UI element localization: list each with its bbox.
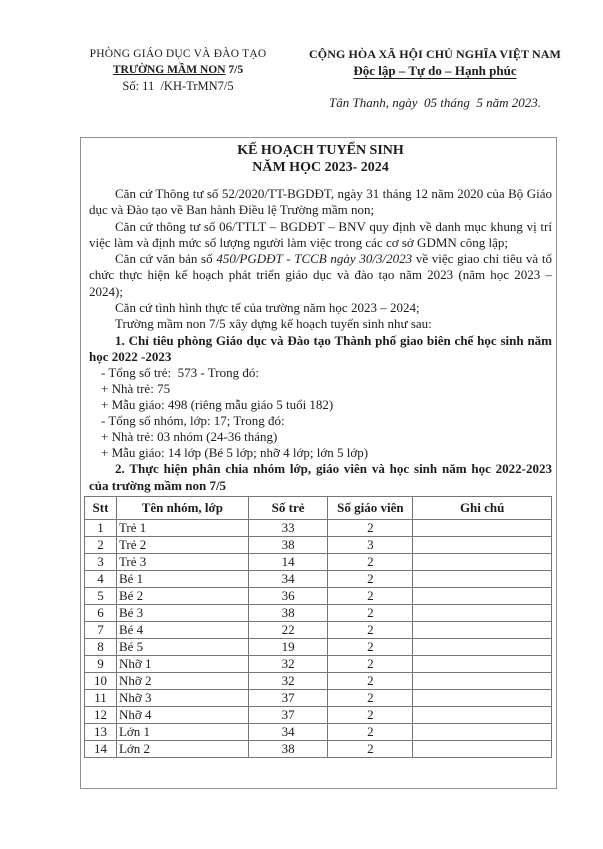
enrollment-table [84, 496, 552, 758]
section-1-items [89, 365, 552, 461]
parent-org-name: PHÒNG GIÁO DỤC VÀ ĐÀO TẠO [89, 48, 267, 60]
legal-basis-paragraph-2: Căn cứ thông tư số 06/TTLT – BGDĐT – BNV quy định về danh mục khung vị trí việc làm và định mức số lượng người làm việc trong các cơ sở GDMN công lập; [89, 218, 552, 250]
table-cell-children: 32 [248, 655, 328, 672]
table-row [85, 519, 552, 536]
table-cell-teachers: 2 [328, 723, 413, 740]
national-motto-line: Độc lập – Tự do – Hạnh phúc [353, 63, 517, 78]
table-row [85, 689, 552, 706]
table-cell-children: 37 [248, 689, 328, 706]
table-cell-children: 22 [248, 621, 328, 638]
list-item: - Tổng số trẻ: 573 - Trong đó: [101, 365, 259, 381]
table-cell-teachers: 2 [328, 570, 413, 587]
table-cell-note [413, 672, 552, 689]
enrollment-table-body [85, 519, 552, 757]
table-cell-stt: 10 [85, 672, 117, 689]
table-cell-note [413, 689, 552, 706]
section-2-heading: 2. Thực hiện phân chia nhóm lớp, giáo viên và học sinh năm học 2022-2023 của trường mầm non 7/5 [89, 461, 552, 493]
table-row [85, 536, 552, 553]
table-cell-children: 38 [248, 604, 328, 621]
table-cell-teachers: 2 [328, 587, 413, 604]
school-name-underlined: TRƯỜNG MẦM NON [112, 64, 226, 76]
table-cell-children: 38 [248, 536, 328, 553]
table-row [85, 740, 552, 757]
enrollment-table-header [85, 496, 552, 519]
document-title-line2: NĂM HỌC 2023- 2024 [252, 160, 389, 175]
header-cell-children-count: Số trẻ [248, 496, 328, 519]
table-cell-name: Nhỡ 3 [116, 689, 248, 706]
list-item: + Nhà trẻ: 75 [101, 381, 171, 397]
table-cell-children: 32 [248, 672, 328, 689]
document-frame [80, 137, 557, 789]
list-item: - Tổng số nhóm, lớp: 17; Trong đó: [101, 413, 285, 429]
table-cell-teachers: 2 [328, 655, 413, 672]
legal-basis-paragraph-3-reference: 450/PGDĐT - TCCB ngày 30/3/2023 [216, 251, 413, 267]
table-cell-teachers: 2 [328, 638, 413, 655]
section-1-heading: 1. Chỉ tiêu phòng Giáo dục và Đào tạo Thành phố giao biên chế học sinh năm học 2022 -2023 [89, 332, 552, 364]
table-cell-note [413, 604, 552, 621]
table-cell-name: Trẻ 3 [116, 553, 248, 570]
table-row [85, 655, 552, 672]
table-cell-name: Bé 3 [116, 604, 248, 621]
table-cell-name: Bé 5 [116, 638, 248, 655]
national-name-line: CỘNG HÒA XÃ HỘI CHỦ NGHĨA VIỆT NAM [309, 47, 561, 61]
table-header-row [85, 496, 552, 519]
header-cell-group-name: Tên nhóm, lớp [116, 496, 248, 519]
table-cell-teachers: 2 [328, 740, 413, 757]
table-cell-name: Nhỡ 4 [116, 706, 248, 723]
document-number: Số: 11 /KH-TrMN7/5 [122, 79, 234, 93]
table-cell-children: 14 [248, 553, 328, 570]
table-cell-note [413, 706, 552, 723]
document-title-line1: KẾ HOẠCH TUYỂN SINH [237, 143, 404, 158]
table-cell-stt: 7 [85, 621, 117, 638]
list-item: + Mẫu giáo: 14 lớp (Bé 5 lớp; nhỡ 4 lớp; lớn 5 lớp) [101, 445, 369, 461]
table-cell-teachers: 2 [328, 621, 413, 638]
table-row [85, 638, 552, 655]
table-cell-teachers: 3 [328, 536, 413, 553]
table-cell-teachers: 2 [328, 553, 413, 570]
legal-basis-paragraph-3 [89, 251, 552, 300]
table-cell-note [413, 570, 552, 587]
table-cell-name: Trẻ 2 [116, 536, 248, 553]
table-cell-teachers: 2 [328, 604, 413, 621]
document-title [89, 142, 552, 176]
legal-basis-paragraph-3-suffix: về việc giao chỉ tiêu và tổ chức thực hiện kế hoạch phát triển giáo dục và đào tạo năm 2023 (năm học 2023 – 2024); [89, 251, 553, 299]
table-row [85, 706, 552, 723]
table-row [85, 621, 552, 638]
national-header-block [288, 46, 582, 111]
school-name-suffix: 7/5 [225, 64, 244, 76]
header-cell-teacher-count: Số giáo viên [328, 496, 413, 519]
table-cell-stt: 1 [85, 519, 117, 536]
table-cell-name: Lớn 2 [116, 740, 248, 757]
table-cell-name: Bé 2 [116, 587, 248, 604]
table-cell-stt: 14 [85, 740, 117, 757]
document-body [89, 186, 552, 758]
table-cell-stt: 3 [85, 553, 117, 570]
table-cell-stt: 2 [85, 536, 117, 553]
table-cell-children: 19 [248, 638, 328, 655]
table-cell-name: Lớn 1 [116, 723, 248, 740]
table-cell-stt: 9 [85, 655, 117, 672]
table-row [85, 587, 552, 604]
issuing-authority-block [60, 46, 296, 94]
table-cell-note [413, 655, 552, 672]
list-item: + Mẫu giáo: 498 (riêng mẫu giáo 5 tuổi 182) [101, 397, 334, 413]
table-cell-name: Nhỡ 2 [116, 672, 248, 689]
legal-basis-paragraph-3-prefix: Căn cứ văn bản số [115, 251, 217, 267]
legal-basis-paragraph-1: Căn cứ Thông tư số 52/2020/TT-BGDĐT, ngày 31 tháng 12 năm 2020 của Bộ Giáo dục và Đào tạo về Ban hành Điều lệ Trường mầm non; [89, 186, 552, 218]
table-cell-note [413, 519, 552, 536]
table-cell-children: 34 [248, 570, 328, 587]
table-cell-teachers: 2 [328, 519, 413, 536]
table-cell-name: Bé 4 [116, 621, 248, 638]
table-cell-children: 36 [248, 587, 328, 604]
table-cell-note [413, 723, 552, 740]
table-cell-note [413, 553, 552, 570]
table-cell-name: Bé 1 [116, 570, 248, 587]
table-cell-name: Trẻ 1 [116, 519, 248, 536]
table-cell-teachers: 2 [328, 672, 413, 689]
table-cell-children: 37 [248, 706, 328, 723]
legal-basis-paragraph-4: Căn cứ tình hình thực tế của trường năm học 2023 – 2024; [115, 300, 420, 316]
table-cell-note [413, 536, 552, 553]
table-cell-stt: 4 [85, 570, 117, 587]
table-cell-note [413, 740, 552, 757]
school-name [60, 62, 296, 78]
table-cell-children: 34 [248, 723, 328, 740]
table-row [85, 672, 552, 689]
header-cell-stt: Stt [85, 496, 117, 519]
table-cell-stt: 12 [85, 706, 117, 723]
table-cell-stt: 8 [85, 638, 117, 655]
table-row [85, 723, 552, 740]
intro-paragraph: Trường mầm non 7/5 xây dựng kế hoạch tuyển sinh như sau: [115, 316, 432, 332]
table-cell-note [413, 587, 552, 604]
table-cell-note [413, 638, 552, 655]
header-cell-note: Ghi chú [413, 496, 552, 519]
table-cell-note [413, 621, 552, 638]
table-cell-stt: 13 [85, 723, 117, 740]
table-cell-children: 38 [248, 740, 328, 757]
table-row [85, 570, 552, 587]
place-and-date-line: Tân Thanh, ngày 05 tháng 5 năm 2023. [329, 95, 541, 110]
list-item: + Nhà trẻ: 03 nhóm (24-36 tháng) [101, 429, 278, 445]
table-cell-name: Nhỡ 1 [116, 655, 248, 672]
table-cell-stt: 11 [85, 689, 117, 706]
table-cell-children: 33 [248, 519, 328, 536]
table-row [85, 553, 552, 570]
table-row [85, 604, 552, 621]
table-cell-teachers: 2 [328, 706, 413, 723]
table-cell-stt: 6 [85, 604, 117, 621]
table-cell-stt: 5 [85, 587, 117, 604]
table-cell-teachers: 2 [328, 689, 413, 706]
